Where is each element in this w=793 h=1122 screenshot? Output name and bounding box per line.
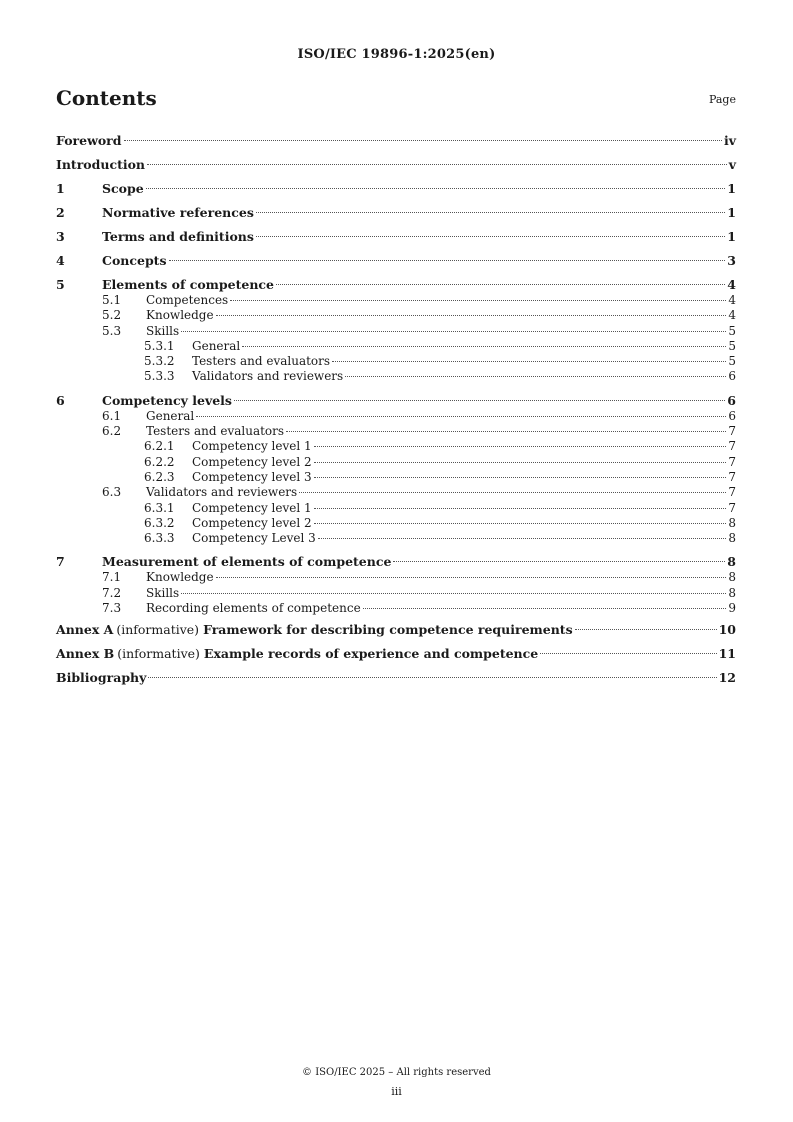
dot-leader: [181, 593, 726, 594]
toc-page: 8: [728, 531, 736, 546]
page-column-label: Page: [708, 93, 736, 106]
toc-page: 1: [727, 181, 736, 196]
toc-page: 4: [728, 308, 736, 323]
toc-page: 7: [728, 424, 736, 439]
toc-page: iv: [723, 133, 736, 148]
toc-title: Skills: [146, 323, 180, 338]
toc-title: Validators and reviewers: [146, 485, 298, 500]
toc-entry-5-3-1[interactable]: [56, 339, 736, 354]
toc-entry-7-1[interactable]: [56, 570, 736, 585]
toc-page: 7: [728, 439, 736, 454]
toc-title: Competency Level 3: [192, 531, 316, 546]
annex-label: Annex B: [56, 646, 115, 662]
toc-title: General: [146, 408, 195, 423]
toc-title: Terms and definitions: [102, 229, 254, 244]
dot-leader: [299, 492, 726, 493]
toc-number: 2: [56, 205, 65, 220]
toc-title: Measurement of elements of competence: [102, 554, 392, 570]
toc-number: 5.1: [102, 293, 122, 307]
toc-page: 5: [728, 354, 736, 369]
toc-entry-6-2-2[interactable]: [56, 455, 736, 470]
toc-number: 1: [56, 181, 65, 196]
toc-page: 5: [728, 338, 736, 353]
toc-page: 1: [727, 205, 736, 220]
dot-leader: [169, 260, 726, 261]
toc-entry-6-3[interactable]: [56, 485, 736, 500]
toc-title: Foreword: [56, 133, 122, 148]
toc-title: Scope: [102, 181, 144, 196]
toc-number: 6: [56, 392, 65, 408]
toc-number: 6.1: [102, 408, 122, 423]
toc-page: 8: [728, 570, 736, 585]
toc-number: 5.3.2: [144, 354, 175, 369]
toc-page: 7: [728, 469, 736, 484]
dot-leader: [181, 331, 726, 332]
toc-number: 7.2: [102, 585, 122, 600]
toc-page: 5: [728, 323, 736, 338]
toc-number: 5.2: [102, 308, 122, 323]
toc-title: Competency level 3: [192, 469, 312, 484]
toc-entry-bibliography[interactable]: [56, 666, 736, 690]
dot-leader: [314, 446, 727, 447]
toc-number: 5: [56, 277, 65, 292]
toc-entry-annex-b[interactable]: [56, 642, 736, 666]
toc-page: 8: [728, 585, 736, 600]
annex-type: (informative): [116, 622, 200, 638]
toc-title: Competency level 1: [192, 439, 312, 454]
toc-entry-4[interactable]: [56, 249, 736, 273]
toc-page: 11: [718, 646, 736, 662]
annex-type: (informative): [117, 646, 200, 662]
toc-number: 4: [56, 253, 65, 268]
toc-title: Normative references: [102, 205, 254, 220]
dot-leader: [147, 164, 727, 165]
toc-title: Skills: [146, 585, 180, 600]
page-number: iii: [391, 1085, 402, 1098]
toc-title: Competency level 2: [192, 515, 312, 530]
toc-entry-foreword[interactable]: [56, 129, 736, 153]
toc-page: 12: [718, 670, 736, 686]
toc-page: 7: [728, 485, 736, 500]
toc-title: Testers and evaluators: [192, 354, 331, 369]
toc-number: 6.3.2: [144, 515, 175, 530]
toc-number: 6.2.3: [144, 469, 175, 484]
contents-title: Contents: [56, 86, 157, 110]
toc-title: Competences: [146, 293, 229, 307]
toc-number: 5.3.1: [144, 338, 175, 353]
dot-leader: [256, 236, 725, 237]
toc-entry-6-3-3[interactable]: [56, 531, 736, 546]
dot-leader: [363, 608, 727, 609]
dot-leader: [540, 653, 716, 654]
toc-number: 6.2.1: [144, 439, 175, 454]
dot-leader: [216, 577, 727, 578]
document-header: ISO/IEC 19896-1:2025(en): [297, 47, 496, 62]
toc-number: 7: [56, 554, 65, 570]
toc-entry-annex-a[interactable]: [56, 618, 736, 642]
toc-entry-1[interactable]: [56, 177, 736, 201]
dot-leader: [345, 376, 726, 377]
toc-number: 6.3.1: [144, 500, 175, 515]
toc-number: 6.3: [102, 485, 122, 500]
toc-title: Knowledge: [146, 570, 214, 585]
toc-entry-3[interactable]: [56, 225, 736, 249]
toc-number: 6.2.2: [144, 454, 175, 469]
dot-leader: [148, 677, 716, 678]
toc-entry-5-3-3[interactable]: [56, 369, 736, 384]
toc-title: Knowledge: [146, 308, 214, 323]
dot-leader: [234, 400, 725, 401]
toc-page: v: [728, 157, 736, 172]
toc-number: 3: [56, 229, 65, 244]
dot-leader: [276, 284, 725, 285]
toc-title: Concepts: [102, 253, 167, 268]
table-of-contents: [56, 129, 736, 690]
toc-title: Introduction: [56, 157, 146, 172]
toc-entry-7-3[interactable]: [56, 601, 736, 616]
toc-entry-5-2[interactable]: [56, 308, 736, 323]
toc-number: 7.3: [102, 601, 122, 616]
toc-title: Validators and reviewers: [192, 369, 344, 384]
toc-page: 9: [728, 601, 736, 616]
dot-leader: [230, 300, 726, 301]
toc-page: 3: [727, 253, 736, 268]
toc-page: 7: [728, 454, 736, 469]
toc-title: Competency levels: [102, 392, 232, 408]
toc-page: 8: [727, 554, 736, 570]
dot-leader: [393, 561, 725, 562]
toc-entry-5-3-2[interactable]: [56, 354, 736, 369]
dot-leader: [314, 508, 727, 509]
toc-number: 7.1: [102, 570, 122, 585]
toc-title: Competency level 1: [192, 500, 312, 515]
dot-leader: [332, 361, 726, 362]
dot-leader: [318, 538, 727, 539]
toc-number: 5.3: [102, 323, 122, 338]
dot-leader: [124, 140, 722, 141]
dot-leader: [146, 188, 726, 189]
toc-page: 4: [728, 293, 736, 307]
toc-number: 6.3.3: [144, 531, 175, 546]
toc-page: 6: [728, 369, 736, 384]
toc-entry-introduction[interactable]: [56, 153, 736, 177]
toc-number: 5.3.3: [144, 369, 175, 384]
toc-title: Bibliography: [56, 670, 147, 686]
toc-page: 10: [718, 622, 736, 638]
toc-entry-6-3-1[interactable]: [56, 501, 736, 516]
toc-entry-6-2-3[interactable]: [56, 470, 736, 485]
toc-entry-7-2[interactable]: [56, 586, 736, 601]
toc-title: Framework for describing competence requirements: [203, 622, 573, 638]
toc-title: General: [192, 338, 241, 353]
toc-title: Elements of competence: [102, 277, 274, 292]
dot-leader: [196, 416, 726, 417]
dot-leader: [575, 629, 717, 630]
toc-entry-6-2-1[interactable]: [56, 439, 736, 454]
copyright-notice: © ISO/IEC 2025 – All rights reserved: [302, 1067, 491, 1078]
dot-leader: [314, 462, 727, 463]
toc-page: 4: [727, 277, 736, 292]
toc-page: 8: [728, 515, 736, 530]
toc-entry-2[interactable]: [56, 201, 736, 225]
dot-leader: [314, 523, 727, 524]
toc-page: 1: [727, 229, 736, 244]
toc-number: 6.2: [102, 424, 122, 439]
dot-leader: [216, 315, 727, 316]
toc-title: Example records of experience and competence: [203, 646, 539, 662]
toc-entry-6-3-2[interactable]: [56, 516, 736, 531]
dot-leader: [314, 477, 727, 478]
toc-title: Recording elements of competence: [146, 601, 361, 616]
dot-leader: [242, 346, 726, 347]
toc-title: Competency level 2: [192, 454, 312, 469]
toc-page: 7: [728, 500, 736, 515]
toc-entry-5-3[interactable]: [56, 324, 736, 339]
toc-title: Testers and evaluators: [146, 424, 285, 439]
annex-label: Annex A: [56, 622, 114, 638]
dot-leader: [256, 212, 725, 213]
toc-entry-6-2[interactable]: [56, 424, 736, 439]
toc-entry-5-1[interactable]: [56, 293, 736, 308]
toc-page: 6: [727, 392, 736, 408]
dot-leader: [286, 431, 726, 432]
toc-page: 6: [728, 408, 736, 423]
toc-entry-6-1[interactable]: [56, 409, 736, 424]
